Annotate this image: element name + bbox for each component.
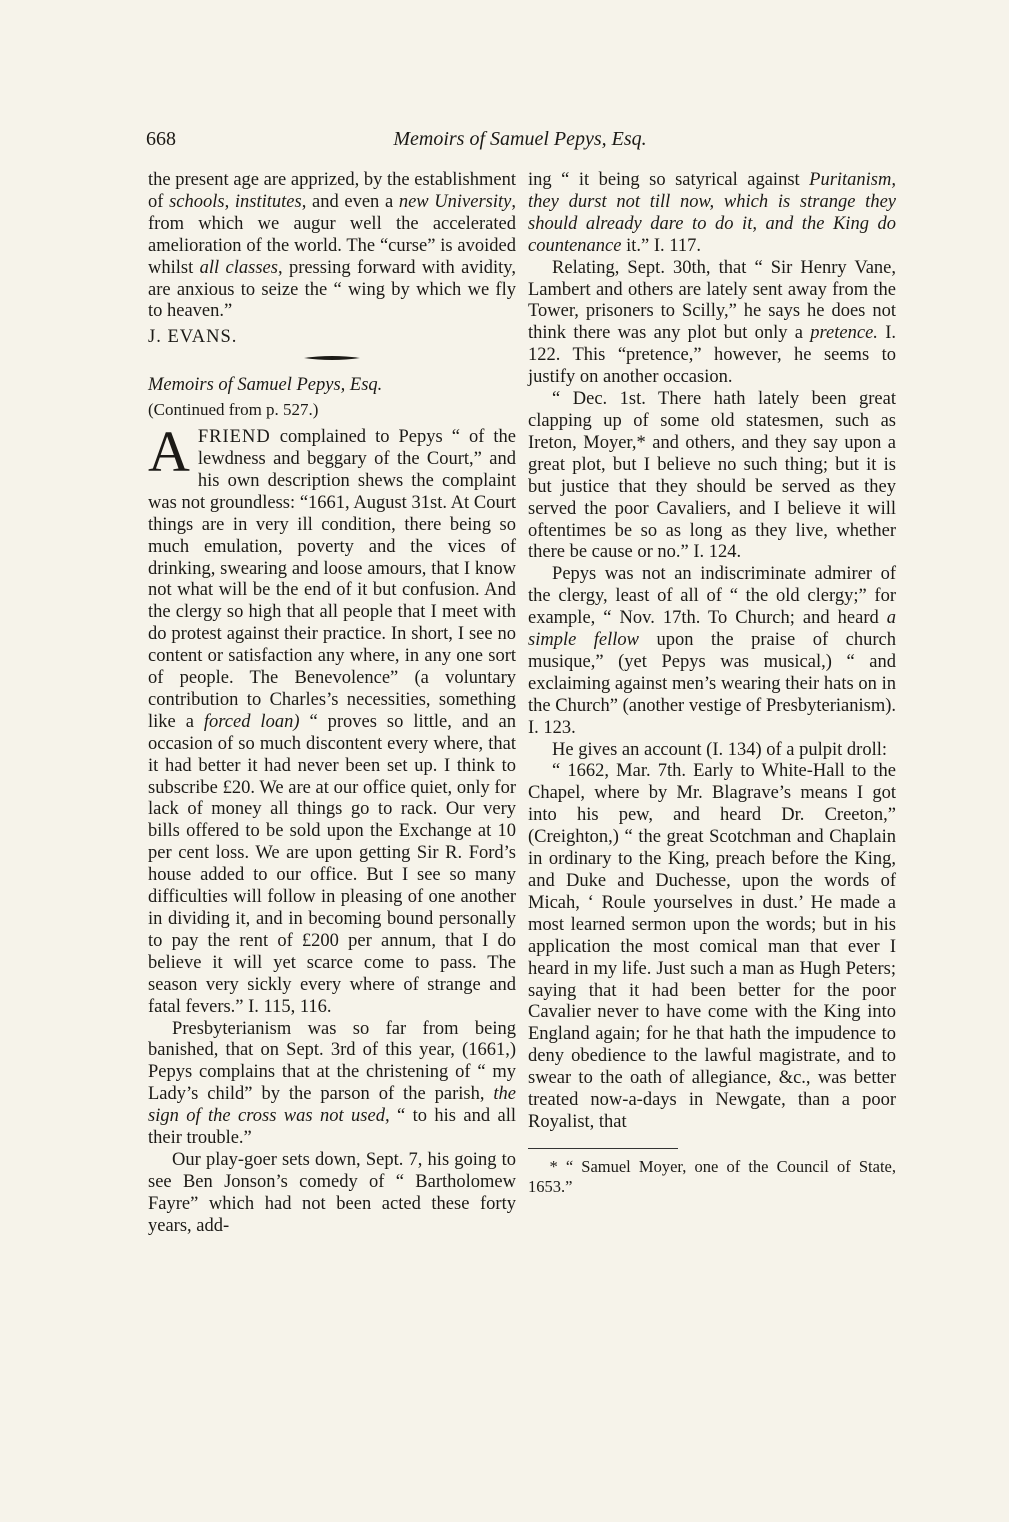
drop-cap: A [148, 419, 190, 485]
right-column [528, 170, 896, 1197]
author-signature: J. EVANS. [148, 327, 238, 348]
page-header [146, 128, 894, 154]
opening-paragraph: the present age are apprized, by the establishment of schools, institutes, and even a new University, from which we augur well the accelerated amelioration of the world. The “curse” is avoided whilst all classes, pressing forward with avidity, are anxious to seize the “ wing by which we fly to heaven.” [148, 170, 516, 322]
paragraph-friend: AFRIEND complained to Pepys “ of the lewdness and beggary of the Court,” and his own description shews the complaint was not groundless: “1661, August 31st. At Court things are in very ill condition, there being so much emulation, poverty and the vices of drinking, swearing and loose amours, that I know not what will be the end of it but confusion. And the clergy so high that all people that I meet with do protest against their practice. In short, I see no content or satisfaction any where, in any one sort of people. The Benevolence” (a voluntary contribution to Charles’s necessities, something like a forced loan) “ proves so little, and an occasion of so much discontent every where, that it had better it had never been set up. I think to subscribe £20. We are at our office quiet, only for lack of money all things go to rack. Our very bills offered to be sold upon the Exchange at 10 per cent loss. We are upon getting Sir R. Ford’s house added to our office. But I see so many difficulties will follow in pleasing of one another in dividing it, and in becoming bound personally to pay the rent of £200 per annum, that I do believe it will yet scarce come to pass. The season very sickly every where of strange and fatal fevers.” I. 115, 116. [148, 419, 516, 1017]
running-head: Memoirs of Samuel Pepys, Esq. [393, 128, 647, 150]
paragraph-dec: “ Dec. 1st. There hath lately been great clapping up of some old statesmen, such as Ireton, Moyer,* and others, and they say upon a great plot, but I believe no such thing; but it is but justice that they should be served as they served the poor Cavaliers, and I believe it will oftentimes be so as long as they live, whether there be cause or no.” I. 124. [528, 389, 896, 563]
left-column [148, 170, 516, 1238]
ornamental-rule [304, 355, 360, 361]
page-number: 668 [146, 128, 176, 150]
paragraph-continuation: ing “ it being so satyrical against Puritanism, they durst not till now, which is strange they should already dare to do it, and the King do countenance it.” I. 117. [528, 170, 896, 256]
paragraph-presbyterianism: Presbyterianism was so far from being banished, that on Sept. 3rd of this year, (1661,) Pepys complains that at the christening of “ my Lady’s child” by the parson of the parish, the sign of the cross was not used, “ to his and all their trouble.” [148, 1018, 516, 1149]
article-title: Memoirs of Samuel Pepys, Esq. [148, 375, 383, 396]
paragraph-1662: “ 1662, Mar. 7th. Early to White-Hall to the Chapel, where by Mr. Blagrave’s means I got into his pew, and heard Dr. Creeton,” (Creighton,) “ the great Scotchman and Chaplain in ordinary to the King, preach before the King, and Duke and Duchesse, upon the words of Micah, ‘ Roule yourselves in dust.’ He made a most learned sermon upon the words; but in his application the most comical man that ever I heard in my life. Just such a man as Hugh Peters; saying that it had been better for the poor Cavalier never to have come with the King into England again; for he that hath the impudence to deny obedience to the lawful magistrate, and to swear to the oath of allegiance, &c., was better treated now-a-days in Newgate, than a poor Royalist, that [528, 761, 896, 1132]
paragraph-account: He gives an account (I. 134) of a pulpit droll: [552, 739, 888, 760]
footnote: * “ Samuel Moyer, one of the Council of State, 1653.” [528, 1156, 896, 1196]
paragraph-pepys-clergy: Pepys was not an indiscriminate admirer of the clergy, least of all of “ the old clergy;” for example, “ Nov. 17th. To Church; and heard a simple fellow upon the praise of church musique,” (yet Pepys was musical,) “ and exclaiming against men’s wearing their hats on in the Church” (another vestige of Presbyterianism). I. 123. [528, 564, 896, 738]
paragraph-relating: Relating, Sept. 30th, that “ Sir Henry Vane, Lambert and others are lately sent away from the Tower, prisoners to Scilly,” he says he does not think there was any plot but only a pretence. I. 122. This “pretence,” however, he seems to justify on another occasion. [528, 257, 896, 388]
footnote-rule [528, 1148, 678, 1149]
continued-note: (Continued from p. 527.) [148, 400, 319, 420]
paragraph-playgoer: Our play-goer sets down, Sept. 7, his going to see Ben Jonson’s comedy of “ Bartholomew Fayre” which had not been acted these forty years, add- [148, 1149, 516, 1236]
